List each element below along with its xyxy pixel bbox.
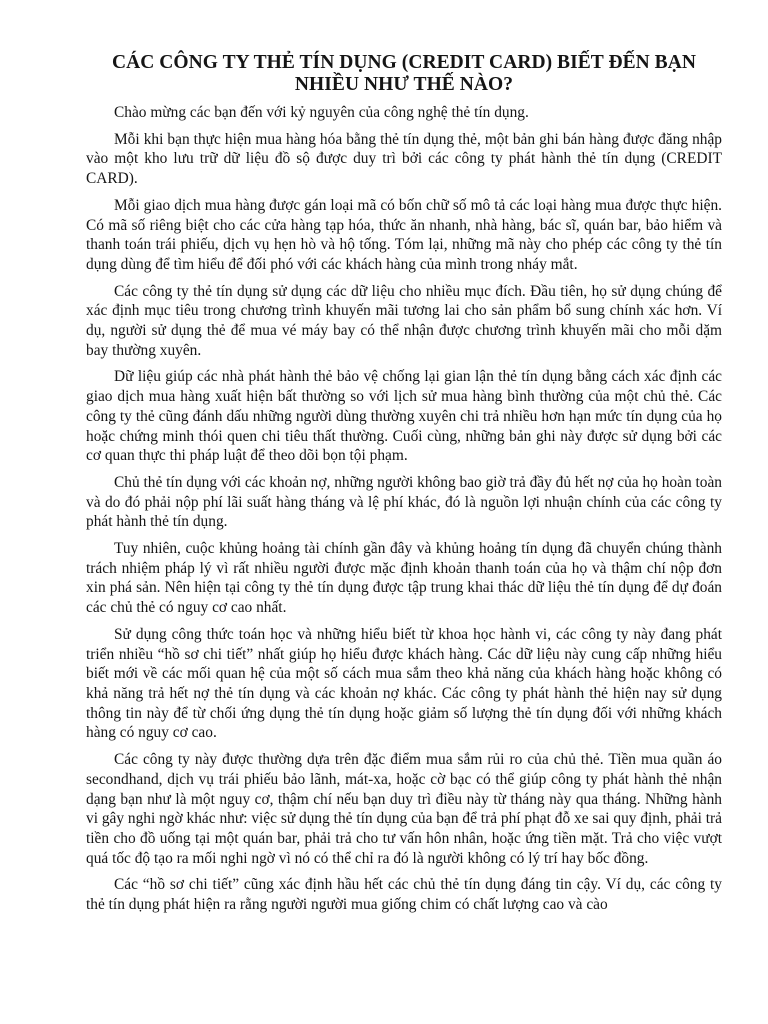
paragraph-10: Các “hồ sơ chi tiết” cũng xác định hầu hết các chủ thẻ tín dụng đáng tin cậy. Ví dụ, các công ty thẻ tín dụng phát hiện ra rằng người người mua giống chim có chất lượng cao và cào — [86, 876, 722, 914]
paragraph-8: Sử dụng công thức toán học và những hiểu biết từ khoa học hành vi, các công ty này đang phát triển nhiều “hồ sơ chi tiết” nhất giúp họ hiểu được khách hàng. Các dữ liệu này cung cấp những hiểu biết mới về các mối quan hệ của một số cách mua sắm theo khả năng của khách hàng hoặc không có khả năng trả hết nợ thẻ tín dụng và các khoản nợ khác. Các công ty phát hành thẻ hiện nay sử dụng thông tin này để từ chối ứng dụng thẻ tín dụng hoặc giảm số lượng thẻ tín dụng đối với những khách hàng có nguy cơ cao. — [86, 625, 722, 742]
document-page — [86, 52, 722, 915]
paragraph-5: Dữ liệu giúp các nhà phát hành thẻ bảo vệ chống lại gian lận thẻ tín dụng bằng cách xác định các giao dịch mua hàng xuất hiện bất thường so với lịch sử mua hàng bình thường của một chủ thẻ. Các công ty thẻ cũng đánh dấu những người dùng thường xuyên chi trả nhiều hơn hạn mức tín dụng của họ hoặc chứng minh thói quen chi tiêu thất thường. Cuối cùng, những bản ghi này được sử dụng bởi các cơ quan thực thi pháp luật để theo dõi bọn tội phạm. — [86, 368, 722, 465]
paragraph-1: Chào mừng các bạn đến với kỷ nguyên của công nghệ thẻ tín dụng. — [114, 104, 529, 121]
paragraph-9: Các công ty này được thường dựa trên đặc điểm mua sắm rủi ro của chủ thẻ. Tiền mua quần áo secondhand, dịch vụ trái phiếu bảo lãnh, mát-xa, hoặc cờ bạc có thể giúp công ty phát hành thẻ nhận dạng bạn như là một nguy cơ, thậm chí nếu bạn duy trì điều này từ tháng này qua tháng. Những hành vi gây nghi ngờ khác như: việc sử dụng thẻ tín dụng của bạn để trả phí phạt đỗ xe sai quy định, phải trả tiền cho đồ uống tại một quán bar, phải trả cho tư vấn hôn nhân, hoặc ứng tiền mặt. Trả cho việc vượt quá tốc độ tạo ra mối nghi ngờ vì nó có thể chỉ ra đó là người không có lý trí hay bốc đồng. — [86, 751, 722, 867]
paragraph-2: Mỗi khi bạn thực hiện mua hàng hóa bằng thẻ tín dụng thẻ, một bản ghi bán hàng được đăng nhập vào một kho lưu trữ dữ liệu đồ sộ được duy trì bởi các công ty phát hành thẻ tín dụng (CREDIT CARD). — [86, 130, 722, 188]
paragraph-4: Các công ty thẻ tín dụng sử dụng các dữ liệu cho nhiều mục đích. Đầu tiên, họ sử dụng chúng để xác định mục tiêu trong chương trình khuyến mãi tương lai cho sản phẩm bổ sung chính xác hơn. Ví dụ, người sử dụng thẻ để mua vé máy bay có thể nhận được chương trình khuyến mãi cho mỗi dặm bay thường xuyên. — [86, 282, 722, 359]
paragraph-6: Chủ thẻ tín dụng với các khoản nợ, những người không bao giờ trả đầy đủ hết nợ của họ hoàn toàn và do đó phải nộp phí lãi suất hàng tháng và lệ phí khác, đó là nguồn lợi nhuận chính của các công ty phát hành thẻ tín dụng. — [86, 473, 722, 531]
document-title: CÁC CÔNG TY THẺ TÍN DỤNG (CREDIT CARD) BIẾT ĐẾN BẠN NHIỀU NHƯ THẾ NÀO? — [111, 52, 697, 95]
paragraph-7: Tuy nhiên, cuộc khủng hoảng tài chính gần đây và khủng hoảng tín dụng đã chuyển chúng thành trách nhiệm pháp lý vì rất nhiều người được mặc định khoản thanh toán của họ và thậm chí nộp đơn xin phá sản. Nên hiện tại công ty thẻ tín dụng được tập trung khai thác dữ liệu thẻ tín dụng để dự đoán các chủ thẻ có nguy cơ cao nhất. — [86, 540, 722, 617]
paragraph-3: Mỗi giao dịch mua hàng được gán loại mã có bốn chữ số mô tả các loại hàng mua được thực hiện. Có mã số riêng biệt cho các cửa hàng tạp hóa, thức ăn nhanh, nhà hàng, bác sĩ, quán bar, bảo hiểm và thanh toán trái phiếu, dịch vụ hẹn hò và hộ tống. Tóm lại, những mã này cho phép các công ty thẻ tín dụng dùng để tìm hiểu để đối phó với các khách hàng của mình trong nháy mắt. — [86, 196, 722, 273]
